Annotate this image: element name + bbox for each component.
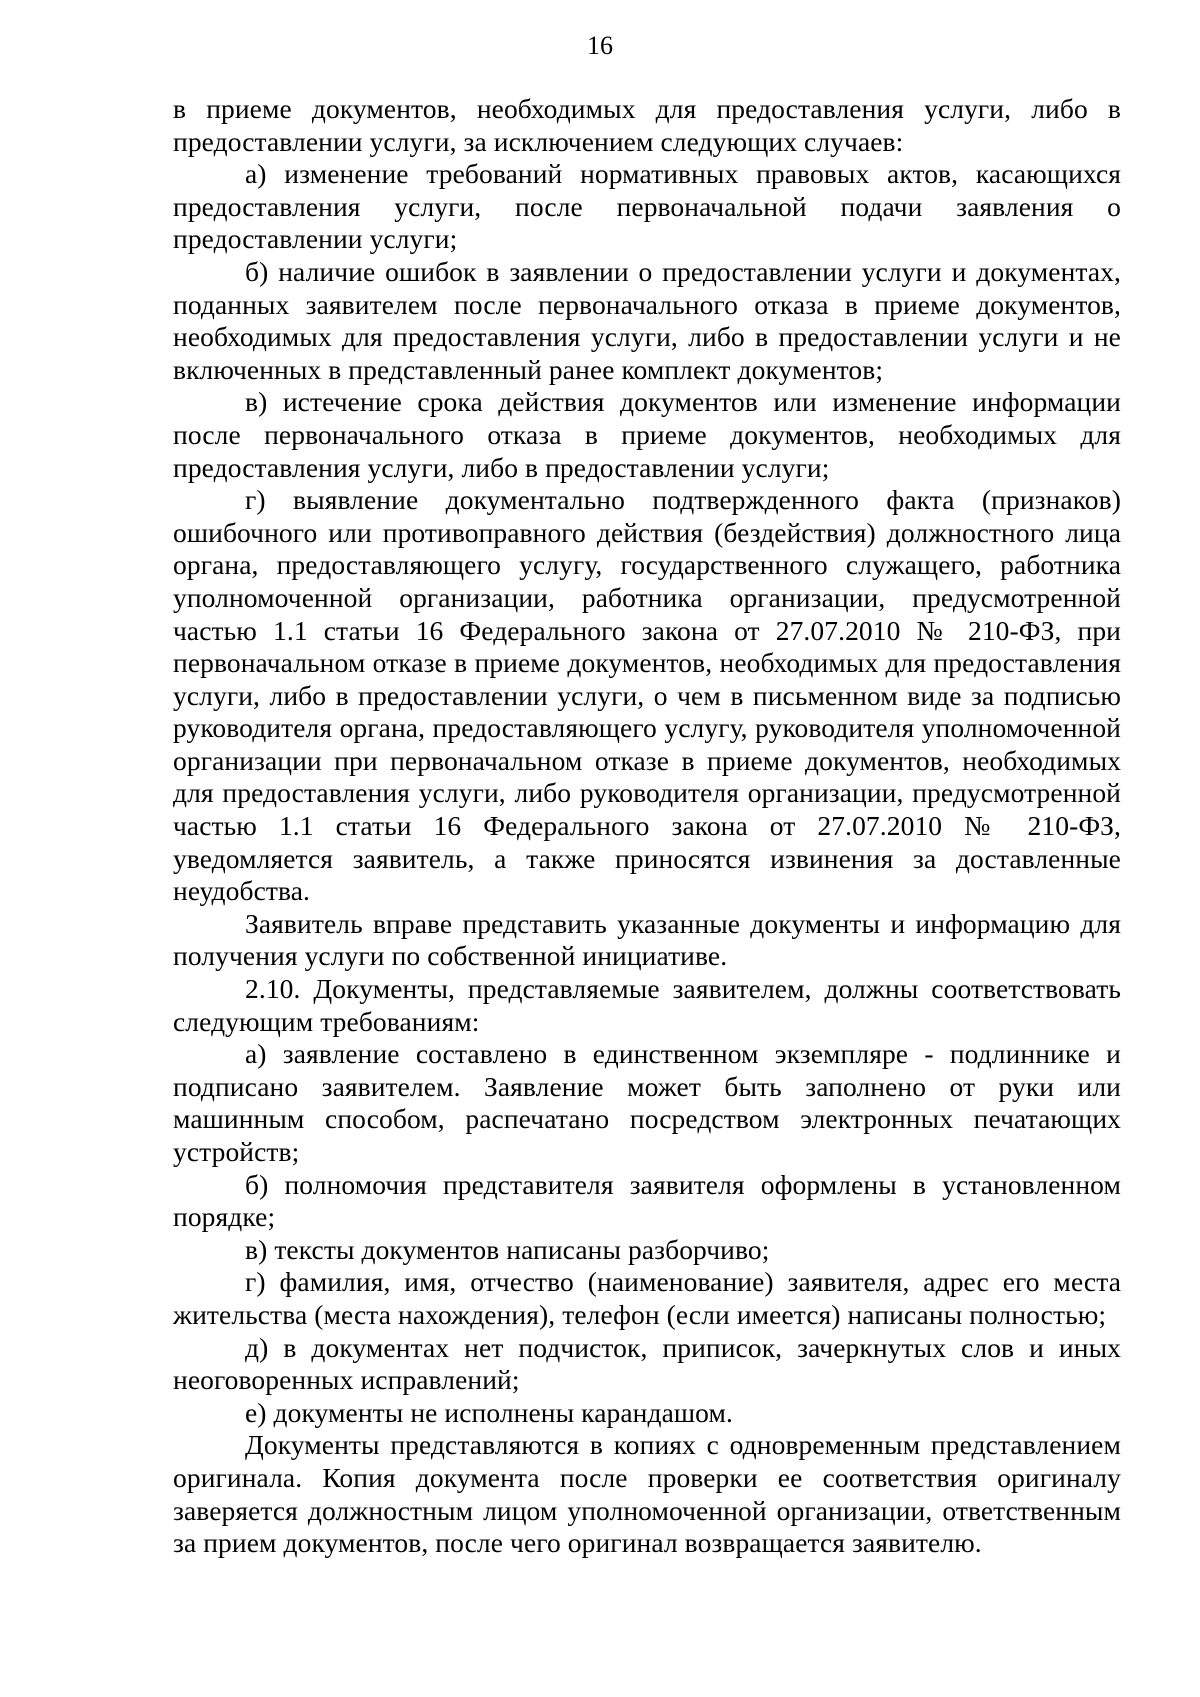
paragraph-requirement-g: г) фамилия, имя, отчество (наименование) заявителя, адрес его места жительства (места нахождения), телефон (если имеется) написаны полностью;: [173, 1266, 1121, 1330]
paragraph-item-a: а) изменение требований нормативных правовых актов, касающихся предоставления услуги, после первоначальной подачи заявления о предоставлении услуги;: [173, 158, 1121, 255]
document-body: [173, 93, 1121, 1560]
paragraph-item-b: б) наличие ошибок в заявлении о предоставлении услуги и документах, поданных заявителем после первоначального отказа в приеме документов, необходимых для предоставления услуги, либо в предоставлении услуги и не включенных в представленный ранее комплект документов;: [173, 255, 1121, 385]
page-number: 16: [587, 31, 613, 60]
paragraph-copies: Документы представляются в копиях с одновременным представлением оригинала. Копия документа после проверки ее соответствия оригиналу заверяется должностным лицом уполномоченной организации, ответственным за прием документов, после чего оригинал возвращается заявителю.: [173, 1429, 1121, 1559]
paragraph-item-v: в) истечение срока действия документов или изменение информации после первоначального отказа в приеме документов, необходимых для предоставления услуги, либо в предоставлении услуги;: [173, 386, 1121, 483]
paragraph-requirement-a: а) заявление составлено в единственном экземпляре - подлиннике и подписано заявителем. Заявление может быть заполнено от руки или машинным способом, распечатано посредством электронных печатающих устройств;: [173, 1038, 1121, 1167]
paragraph-requirement-e: е) документы не исполнены карандашом.: [245, 1396, 733, 1428]
paragraph-applicant-right: Заявитель вправе представить указанные документы и информацию для получения услуги по собственной инициативе.: [173, 907, 1121, 972]
paragraph-requirement-v: в) тексты документов написаны разборчиво;: [245, 1233, 770, 1265]
paragraph-requirement-d: д) в документах нет подчисток, приписок, зачеркнутых слов и иных неоговоренных исправлений;: [173, 1331, 1121, 1396]
paragraph-requirement-b: б) полномочия представителя заявителя оформлены в установленном порядке;: [173, 1168, 1121, 1233]
paragraph-item-g: г) выявление документально подтвержденного факта (признаков) ошибочного или противоправного действия (бездействия) должностного лица органа, предоставляющего услугу, государственного служащего, работника уполномоченной организации, работника организации, предусмотренной частью 1.1 статьи 16 Федерального закона от 27.07.2010 № 210-ФЗ, при первоначальном отказе в приеме документов, необходимых для предоставления услуги, либо в предоставлении услуги, о чем в письменном виде за подписью руководителя органа, предоставляющего услугу, руководителя уполномоченной организации при первоначальном отказе в приеме документов, необходимых для предоставления услуги, либо руководителя организации, предусмотренной частью 1.1 статьи 16 Федерального закона от 27.07.2010 № 210-ФЗ, уведомляется заявитель, а также приносятся извинения за доставленные неудобства.: [173, 484, 1121, 907]
paragraph-continuation: в приеме документов, необходимых для предоставления услуги, либо в предоставлении услуги, за исключением следующих случаев:: [173, 93, 1121, 157]
paragraph-section-2-10: 2.10. Документы, представляемые заявителем, должны соответствовать следующим требованиям:: [173, 973, 1121, 1037]
